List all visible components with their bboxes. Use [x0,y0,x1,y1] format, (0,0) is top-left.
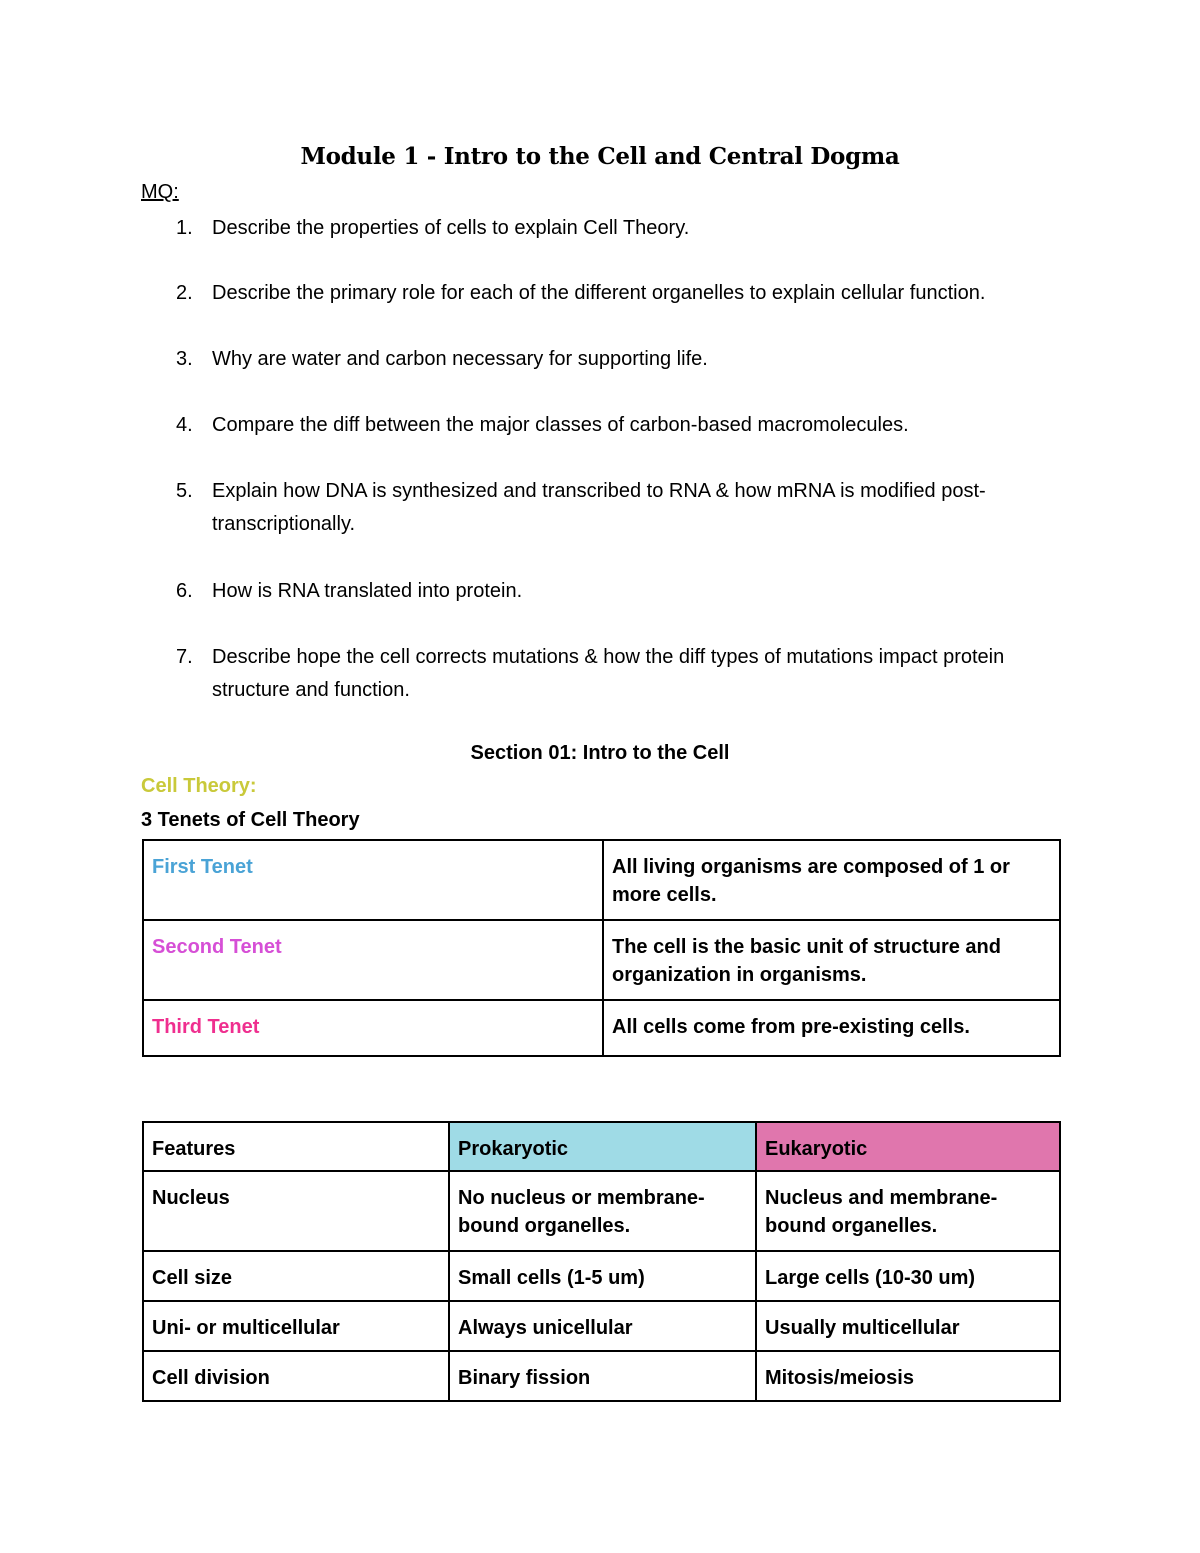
table-row [143,1251,1060,1301]
list-text: Compare the diff between the major classes of carbon-based macromolecules. [212,414,909,436]
list-number: 7. [176,646,193,668]
table-cell: Cell division [143,1351,449,1401]
table-cell: Small cells (1-5 um) [449,1251,756,1301]
list-text: Describe hope the cell corrects mutations & how the diff types of mutations impact protein structure and function. [212,646,1005,701]
cell-comparison-table [142,1121,1061,1402]
list-text: Explain how DNA is synthesized and transcribed to RNA & how mRNA is modified post-transcriptionally. [212,480,986,535]
list-number: 4. [176,414,193,436]
tenet-description: All living organisms are composed of 1 or more cells. [603,840,1060,920]
tenet-name: Second Tenet [143,920,603,1000]
table-row [143,1171,1060,1251]
header-eukaryotic: Eukaryotic [756,1122,1060,1171]
table-cell: Cell size [143,1251,449,1301]
table-cell: Large cells (10-30 um) [756,1251,1060,1301]
cell-theory-heading: Cell Theory: [141,775,257,797]
tenets-heading: 3 Tenets of Cell Theory [141,809,360,831]
tenet-name: First Tenet [143,840,603,920]
table-row [143,1351,1060,1401]
table-cell: Usually multicellular [756,1301,1060,1351]
list-number: 3. [176,348,193,370]
page-title: Module 1 - Intro to the Cell and Central Dogma [300,143,900,170]
list-number: 6. [176,580,193,602]
list-text: Why are water and carbon necessary for supporting life. [212,348,708,370]
table-row [143,840,1060,920]
tenet-description: The cell is the basic unit of structure and organization in organisms. [603,920,1060,1000]
table-cell: Binary fission [449,1351,756,1401]
table-cell: Nucleus and membrane-bound organelles. [756,1171,1060,1251]
header-prokaryotic: Prokaryotic [449,1122,756,1171]
section-title: Section 01: Intro to the Cell [470,742,730,764]
mq-label: MQ: [141,181,179,203]
list-text: Describe the primary role for each of the different organelles to explain cellular function. [212,282,986,304]
list-number: 1. [176,217,193,239]
list-number: 5. [176,480,193,502]
list-text: Describe the properties of cells to explain Cell Theory. [212,217,690,239]
table-cell: Always unicellular [449,1301,756,1351]
table-row [143,1000,1060,1056]
tenet-name: Third Tenet [143,1000,603,1056]
tenets-table [142,839,1061,1057]
table-header-row [143,1122,1060,1171]
table-cell: Nucleus [143,1171,449,1251]
list-text: How is RNA translated into protein. [212,580,523,602]
list-number: 2. [176,282,193,304]
table-cell: Uni- or multicellular [143,1301,449,1351]
tenet-description: All cells come from pre-existing cells. [603,1000,1060,1056]
header-features: Features [143,1122,449,1171]
table-row [143,1301,1060,1351]
table-row [143,920,1060,1000]
table-cell: Mitosis/meiosis [756,1351,1060,1401]
table-cell: No nucleus or membrane-bound organelles. [449,1171,756,1251]
